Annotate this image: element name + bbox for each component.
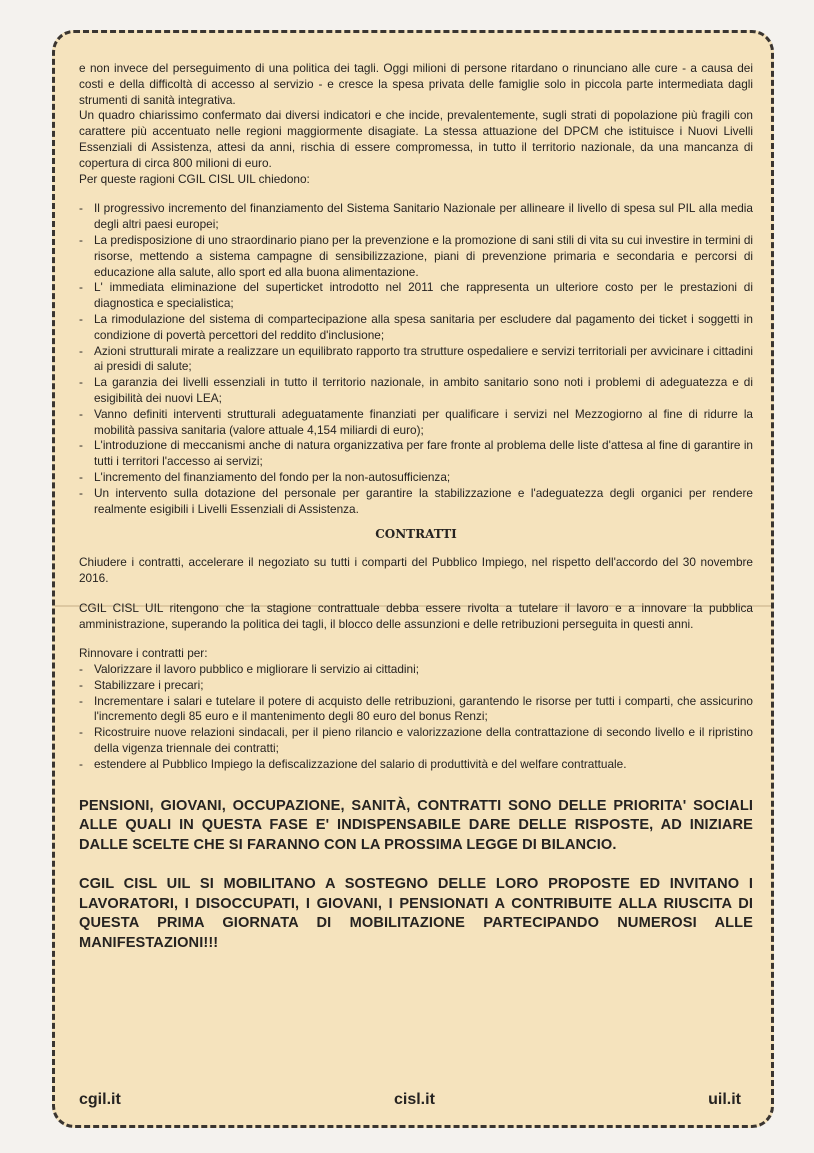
- contracts-list: [79, 662, 753, 773]
- list-item: - L'incremento del finanziamento del fondo per la non-autosufficienza;: [79, 470, 753, 486]
- section-title-contracts: CONTRATTI: [375, 527, 457, 542]
- list-item: - Ricostruire nuove relazioni sindacali, per il pieno rilancio e valorizzazione della contrattazione di secondo livello e il ripristino della vigenza triennale dei contratti;: [79, 725, 753, 757]
- list-item: - L' immediata eliminazione del superticket introdotto nel 2011 che rappresenta un ulteriore costo per le prestazioni di diagnostica e specialistica;: [79, 280, 753, 312]
- list-item: - Azioni strutturali mirate a realizzare un equilibrato rapporto tra strutture ospedaliere e servizi territoriali per avvicinare i cittadini ai presidi di salute;: [79, 344, 753, 376]
- list-item: - La rimodulazione del sistema di compartecipazione alla spesa sanitaria per escludere dal pagamento dei ticket i soggetti in condizione di povertà percettori del reddito d'inclusione;: [79, 312, 753, 344]
- list-item: - estendere al Pubblico Impiego la defiscalizzazione del salario di produttività e del welfare contrattuale.: [79, 757, 753, 773]
- list-item: - Incrementare i salari e tutelare il potere di acquisto delle retribuzioni, garantendo le risorse per tutti i comparti, che assicurino l'incremento degli 85 euro e il mantenimento degli 80 euro del bonus Renzi;: [79, 694, 753, 726]
- mobilization-statement: CGIL CISL UIL SI MOBILITANO A SOSTEGNO DELLE LORO PROPOSTE ED INVITANO I LAVORATORI, I DISOCCUPATI, I GIOVANI, I PENSIONATI A CONTRIBUITE ALLA RIUSCITA DI QUESTA PRIMA GIORNATA DI MOBILITAZIONE PARTECIPANDO NUMEROSI ALLE MANIFESTAZIONI!!!: [79, 876, 753, 951]
- contracts-paragraph: Chiudere i contratti, accelerare il negoziato su tutti i comparti del Pubblico Impiego, nel rispetto dell'accordo del 30 novembre 2016.: [79, 555, 753, 585]
- cisl-link[interactable]: cisl.it: [393, 1091, 435, 1108]
- contracts-paragraph: CGIL CISL UIL ritengono che la stagione contrattuale debba essere rivolta a tutelare il lavoro e a innovare la pubblica amministrazione, superando la politica dei tagli, il blocco delle assunzioni e delle retribuzioni perseguita in questi anni.: [79, 600, 753, 631]
- health-demands-list: [79, 201, 753, 517]
- intro-paragraph: Un quadro chiarissimo confermato dai diversi indicatori e che incide, prevalentemente, sugli strati di popolazione più fragili con carattere più accentuato nelle regioni maggiormente disagiate. La stessa attuazione del DPCM che istituisce i Nuovi Livelli Essenziali di Assistenza, attesi da anni, rischia di essere compromessa, in tutto il territorio nazionale, da una mancanza di copertura di circa 800 milioni di euro.: [79, 108, 753, 170]
- list-item: - Un intervento sulla dotazione del personale per garantire la stabilizzazione e l'adeguatezza degli organici per rendere realmente esigibili i Livelli Essenziali di Assistenza.: [79, 486, 753, 518]
- uil-link[interactable]: uil.it: [708, 1091, 741, 1108]
- list-item: - La predisposizione di uno straordinario piano per la prevenzione e la promozione di sani stili di vita su cui investire in termini di risorse, mettendo a sistema campagne di sensibilizzazione, piani di prevenzione primaria e secondaria e percorsi di educazione alla salute, allo sport ed alla buona alimentazione.: [79, 233, 753, 280]
- list-item: - Vanno definiti interventi strutturali adeguatamente finanziati per qualificare i servizi nel Mezzogiorno al fine di ridurre la mobilità passiva sanitaria (valore attuale 4,154 miliardi di euro);: [79, 407, 753, 439]
- list-item: - L'introduzione di meccanismi anche di natura organizzativa per fare fronte al problema delle liste d'attesa al fine di garantire in tutti i territori l'accesso ai servizi;: [79, 438, 753, 470]
- flyer-sheet: [52, 30, 774, 1128]
- list-item: - Valorizzare il lavoro pubblico e migliorare li servizio ai cittadini;: [79, 662, 753, 678]
- priorities-statement: PENSIONI, GIOVANI, OCCUPAZIONE, SANITÀ, CONTRATTI SONO DELLE PRIORITA' SOCIALI ALLE QUALI IN QUESTA FASE E' INDISPENSABILE DARE DELLE RISPOSTE, AD INIZIARE DALLE SCELTE CHE SI FARANNO CON LA PROSSIMA LEGGE DI BILANCIO.: [79, 797, 753, 853]
- flyer-content: [79, 61, 753, 953]
- list-item: - Stabilizzare i precari;: [79, 678, 753, 694]
- intro-paragraph: e non invece del perseguimento di una politica dei tagli. Oggi milioni di persone ritardano o rinunciano alle cure - a causa dei costi e della difficoltà di accesso al servizio - e cresce la spesa privata delle famiglie solo in piccola parte intermediata dagli strumenti di sanità integrativa.: [79, 61, 753, 107]
- list-item: - Il progressivo incremento del finanziamento del Sistema Sanitario Nazionale per allineare il livello di spesa sul PIL alla media degli altri paesi europei;: [79, 201, 753, 233]
- list-item: - La garanzia dei livelli essenziali in tutto il territorio nazionale, in ambito sanitario sono noti i problemi di adeguatezza e di esigibilità dei nuovi LEA;: [79, 375, 753, 407]
- contracts-list-intro: Rinnovare i contratti per:: [79, 646, 208, 661]
- footer-links: [79, 1091, 741, 1109]
- cgil-link[interactable]: cgil.it: [79, 1091, 121, 1108]
- intro-paragraph: Per queste ragioni CGIL CISL UIL chiedono:: [79, 171, 310, 186]
